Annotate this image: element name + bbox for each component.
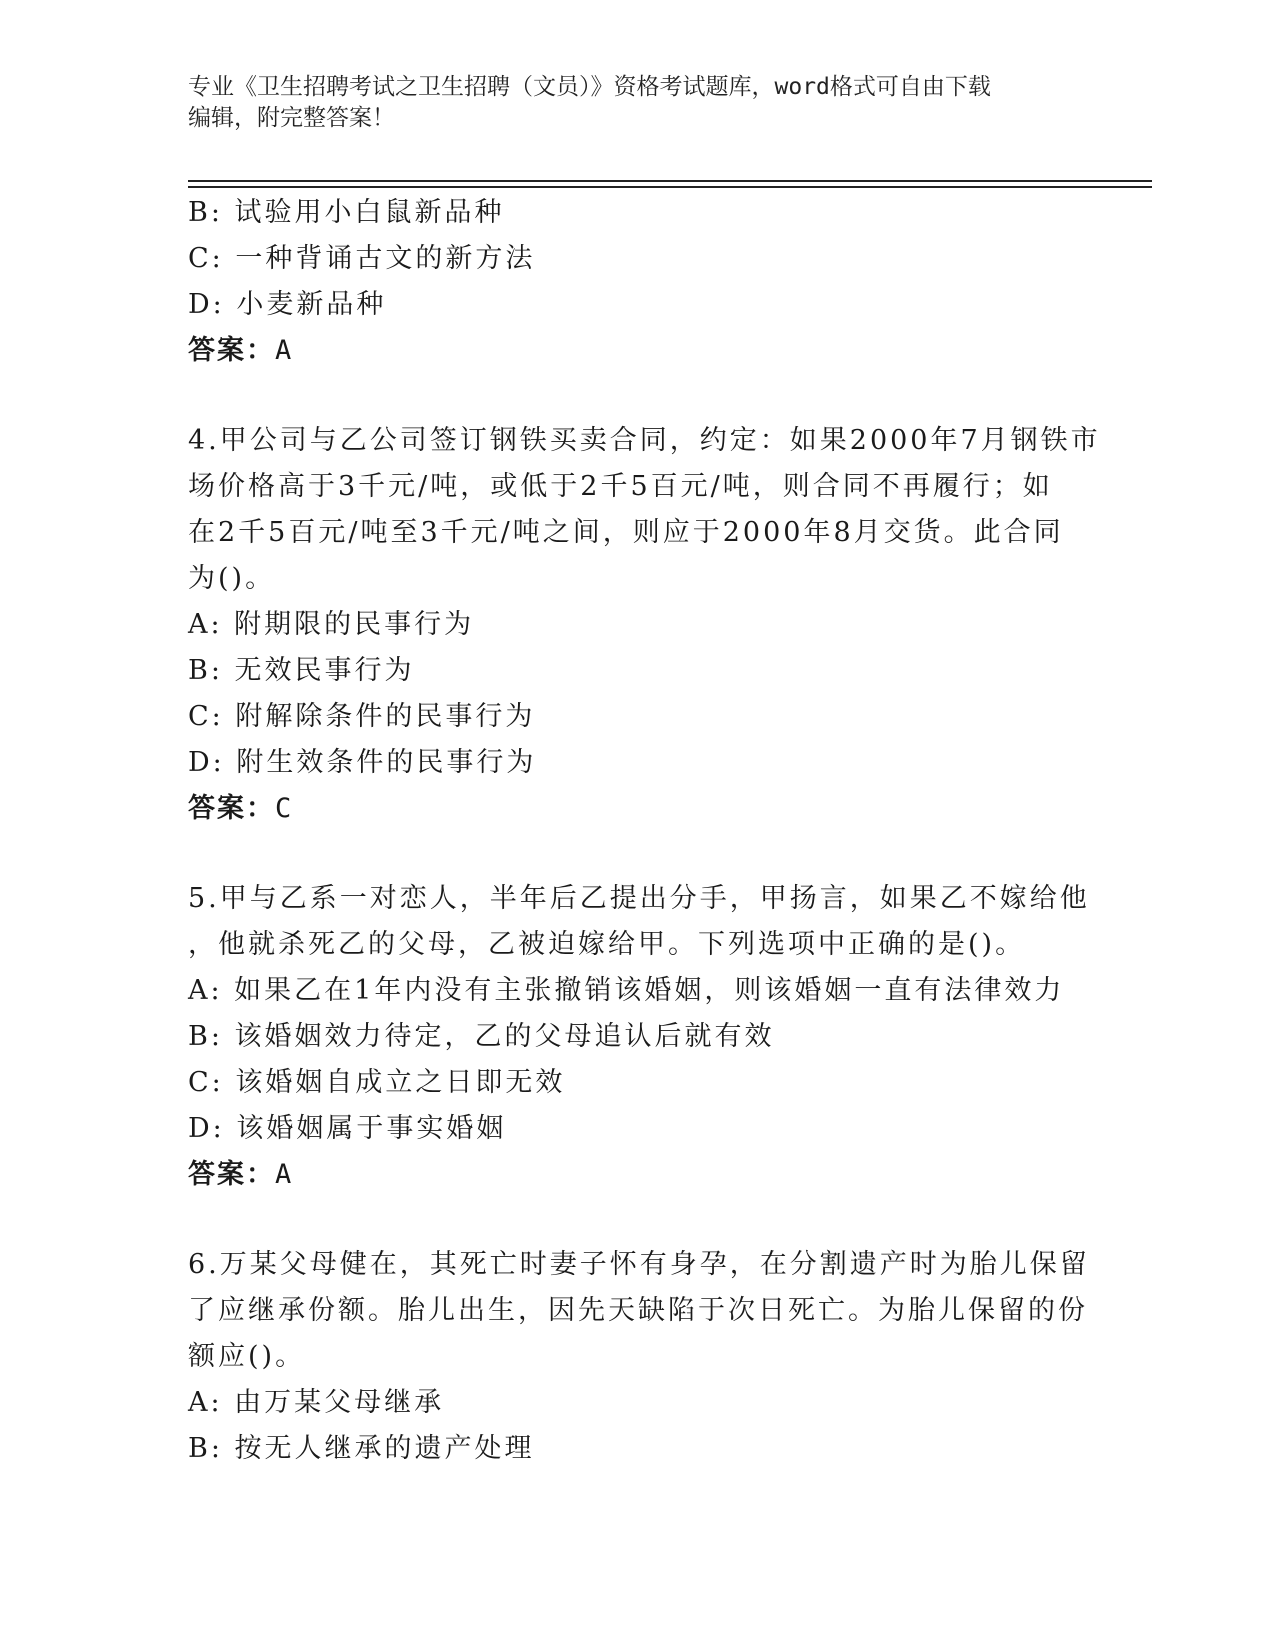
option-d: D: 附生效条件的民事行为	[188, 747, 537, 778]
question-text: 5.甲与乙系一对恋人，半年后乙提出分手，甲扬言，如果乙不嫁给他	[188, 883, 1090, 914]
question-text: 6.万某父母健在，其死亡时妻子怀有身孕，在分割遗产时为胎儿保留	[188, 1249, 1090, 1280]
header-rule-top	[188, 180, 1152, 182]
answer-label: 答案：	[188, 1159, 275, 1190]
option-b: B: 按无人继承的遗产处理	[188, 1433, 535, 1464]
answer-label: 答案：	[188, 335, 275, 366]
question-text: 额应()。	[188, 1341, 306, 1372]
option-a: A: 如果乙在1年内没有主张撤销该婚姻，则该婚姻一直有法律效力	[188, 975, 1065, 1006]
question-5	[188, 876, 1088, 1198]
answer-value: C	[275, 793, 294, 824]
document-header	[188, 72, 1088, 134]
question-text: 了应继承份额。胎儿出生，因先天缺陷于次日死亡。为胎儿保留的份	[188, 1295, 1088, 1326]
question-text: 4.甲公司与乙公司签订钢铁买卖合同，约定：如果2000年7月钢铁市	[188, 425, 1101, 456]
option-a: A: 附期限的民事行为	[188, 609, 475, 640]
question-text: 在2千5百元/吨至3千元/吨之间，则应于2000年8月交货。此合同	[188, 517, 1064, 548]
answer-line	[188, 328, 1088, 374]
question-text: ，他就杀死乙的父母，乙被迫嫁给甲。下列选项中正确的是()。	[188, 929, 1026, 960]
answer-value: A	[275, 1159, 294, 1190]
option-c: C: 该婚姻自成立之日即无效	[188, 1067, 566, 1098]
answer-label: 答案：	[188, 793, 275, 824]
option-d: D: 该婚姻属于事实婚姻	[188, 1113, 507, 1144]
question-3-tail	[188, 190, 1088, 374]
question-content	[188, 190, 1101, 1472]
answer-line	[188, 786, 1088, 832]
option-b: B: 试验用小白鼠新品种	[188, 197, 505, 228]
answer-line	[188, 1152, 1088, 1198]
header-line-1: 专业《卫生招聘考试之卫生招聘（文员）》资格考试题库，word格式可自由下载	[188, 74, 991, 100]
question-text: 场价格高于3千元/吨，或低于2千5百元/吨，则合同不再履行；如	[188, 471, 1053, 502]
header-line-2: 编辑，附完整答案！	[188, 105, 395, 131]
question-text: 为()。	[188, 563, 276, 594]
question-6	[188, 1242, 1088, 1472]
question-4	[188, 418, 1101, 832]
option-b: B: 无效民事行为	[188, 655, 415, 686]
option-d: D: 小麦新品种	[188, 289, 387, 320]
option-a: A: 由万某父母继承	[188, 1387, 445, 1418]
header-rule-bottom	[188, 186, 1152, 188]
option-b: B: 该婚姻效力待定，乙的父母追认后就有效	[188, 1021, 775, 1052]
answer-value: A	[275, 335, 294, 366]
option-c: C: 附解除条件的民事行为	[188, 701, 536, 732]
option-c: C: 一种背诵古文的新方法	[188, 243, 536, 274]
